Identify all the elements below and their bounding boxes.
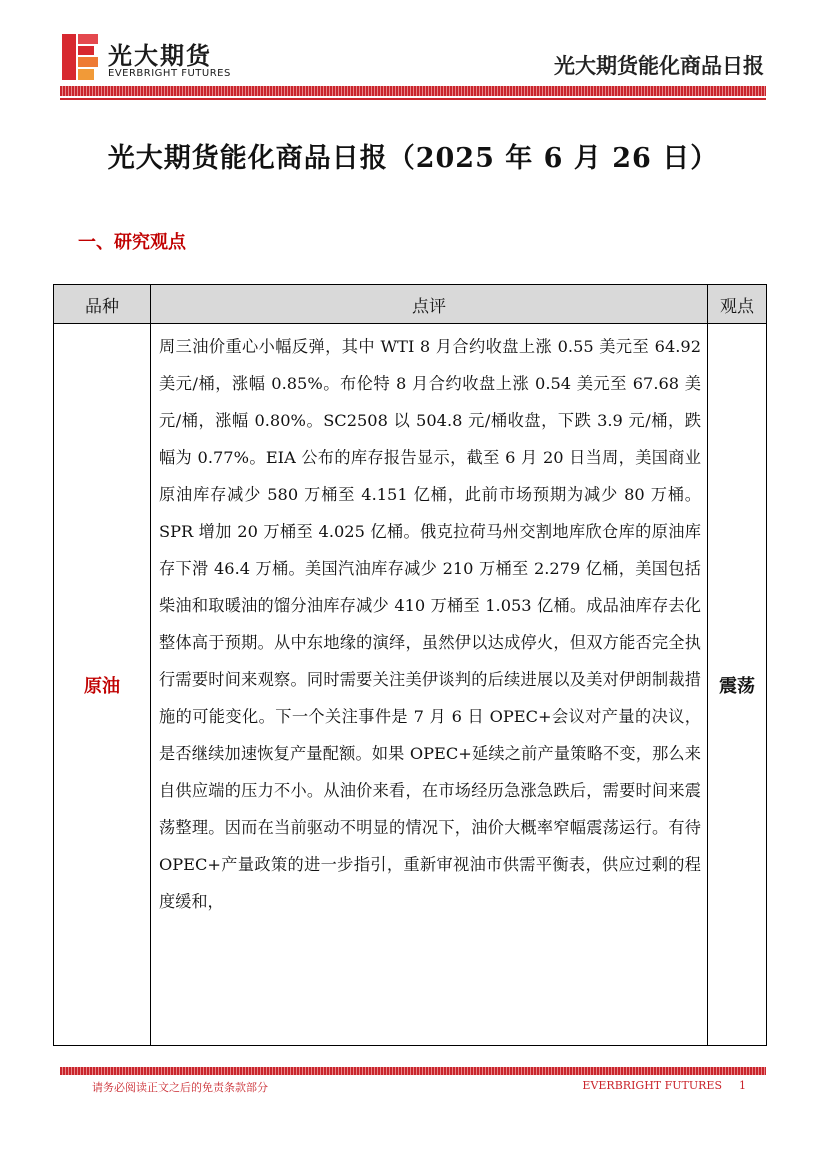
document-title: 光大期货能化商品日报（2025 年 6 月 26 日） — [107, 143, 719, 174]
footer-divider — [60, 1067, 766, 1075]
header-divider-thin — [60, 98, 766, 100]
logo-text-cn: 光大期货 — [108, 42, 212, 70]
page-number: 1 — [739, 1079, 746, 1092]
footer-disclaimer: 请务必阅读正文之后的免责条款部分 — [92, 1081, 268, 1094]
table-row — [54, 324, 767, 1046]
variety-cell: 原油 — [54, 324, 151, 1046]
footer-brand: EVERBRIGHT FUTURES — [582, 1079, 722, 1092]
company-logo — [62, 34, 262, 84]
header-view: 观点 — [708, 285, 767, 324]
everbright-logo-icon — [62, 34, 100, 80]
header-comment: 点评 — [151, 285, 708, 324]
view-cell: 震荡 — [708, 324, 767, 1046]
comment-cell: 周三油价重心小幅反弹，其中 WTI 8 月合约收盘上涨 0.55 美元至 64.92 美元/桶，涨幅 0.85%。布伦特 8 月合约收盘上涨 0.54 美元至 67.68 美元/桶，涨幅 0.80%。SC2508 以 504.8 元/桶收盘，下跌 3.9 元/桶，跌幅为 0.77%。EIA 公布的库存报告显示，截至 6 月 20 日当周，美国商业原油库存减少 580 万桶至 4.151 亿桶，此前市场预期为减少 80 万桶。SPR 增加 20 万桶至 4.025 亿桶。俄克拉荷马州交割地库欣仓库的原油库存下滑 46.4 万桶。美国汽油库存减少 210 万桶至 2.279 亿桶，美国包括柴油和取暖油的馏分油库存减少 410 万桶至 1.053 亿桶。成品油库存去化整体高于预期。从中东地缘的演绎，虽然伊以达成停火，但双方能否完全执行需要时间来观察。同时需要关注美伊谈判的后续进展以及美对伊朗制裁措施的可能变化。下一个关注事件是 7 月 6 日 OPEC+会议对产量的决议，是否继续加速恢复产量配额。如果 OPEC+延续之前产量策略不变，那么来自供应端的压力不小。从油价来看，在市场经历急涨急跌后，需要时间来震荡整理。因而在当前驱动不明显的情况下，油价大概率窄幅震荡运行。有待 OPEC+产量政策的进一步指引，重新审视油市供需平衡表，供应过剩的程度缓和， — [151, 324, 708, 1046]
section-title: 一、研究观点 — [78, 232, 186, 253]
table-header-row — [54, 285, 767, 324]
logo-text-en: EVERBRIGHT FUTURES — [108, 68, 231, 79]
header-divider — [60, 86, 766, 96]
research-table — [53, 284, 767, 1046]
report-name: 光大期货能化商品日报 — [554, 54, 764, 78]
header-variety: 品种 — [54, 285, 151, 324]
